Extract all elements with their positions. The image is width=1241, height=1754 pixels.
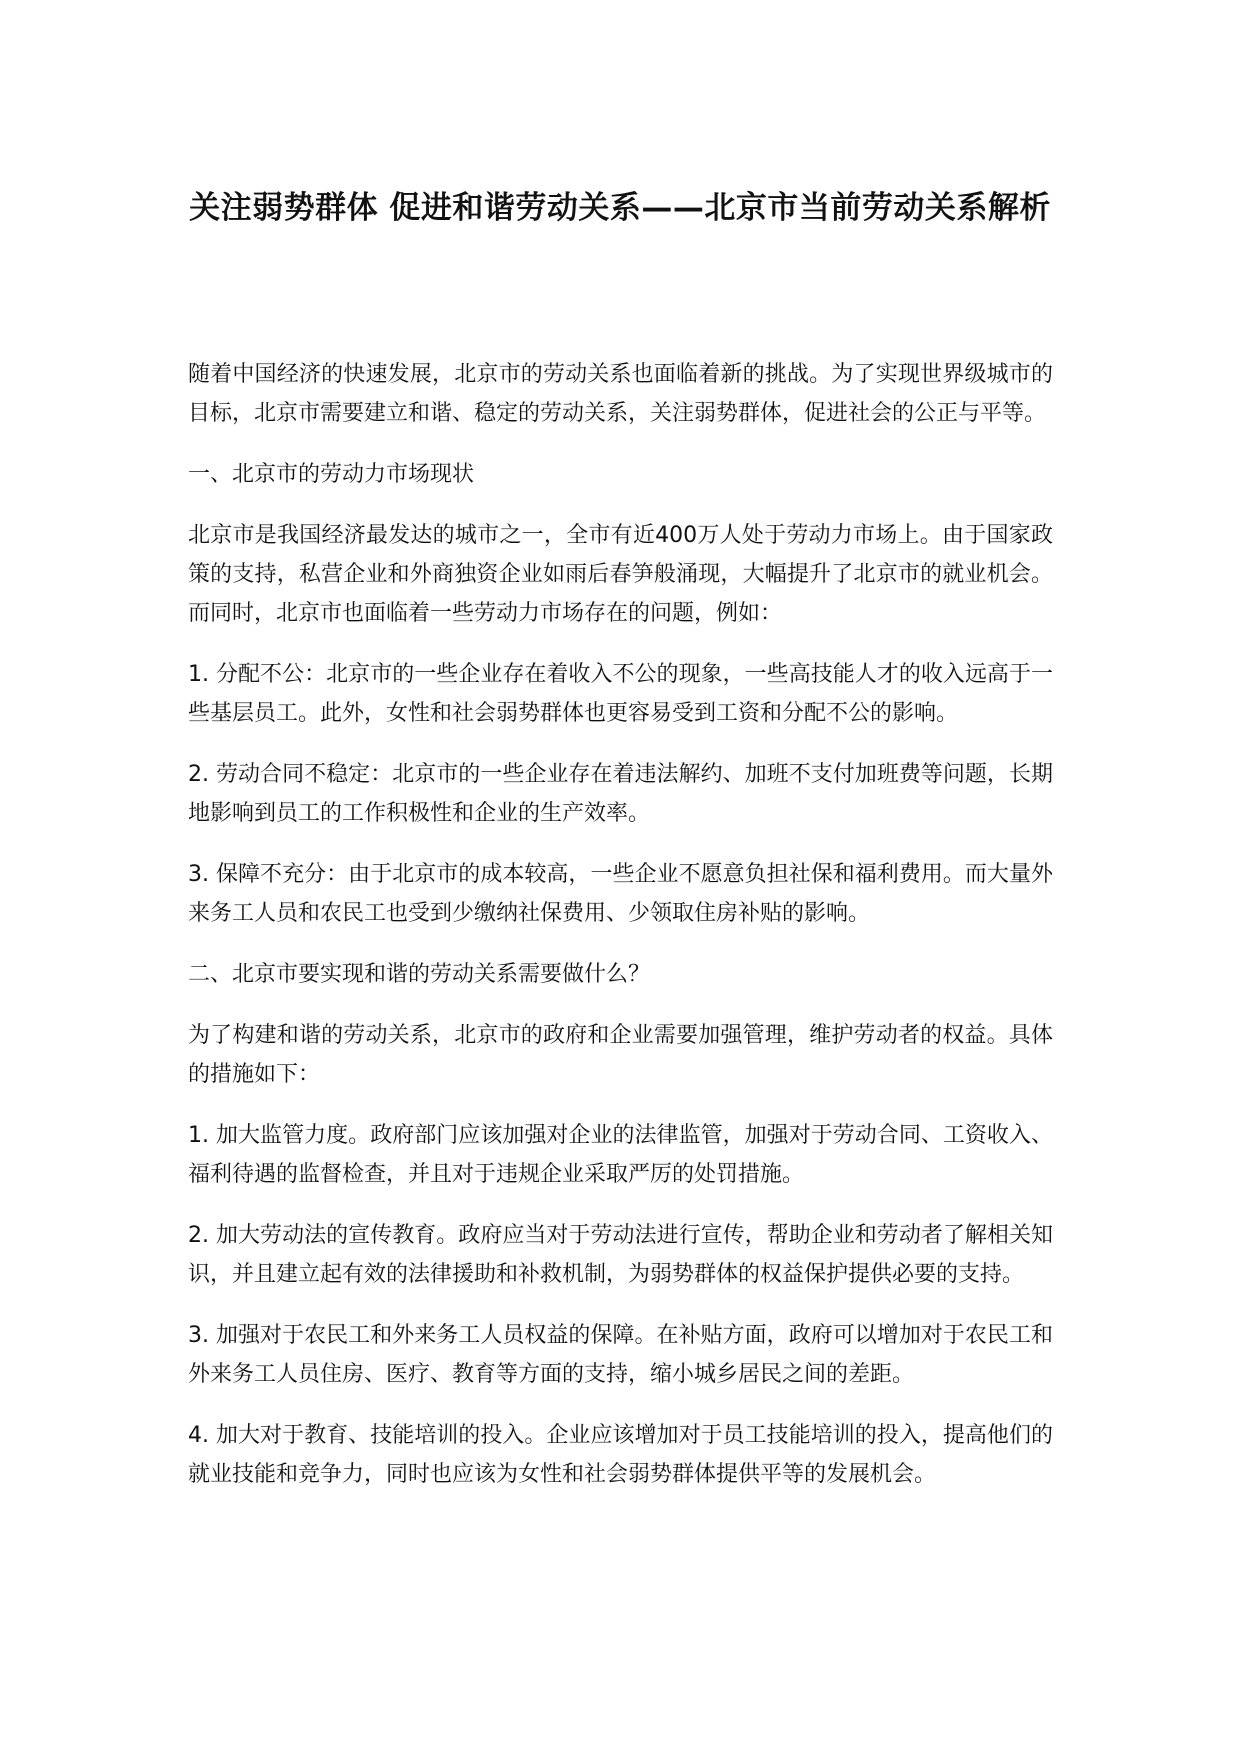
section-heading-2: 二、北京市要实现和谐的劳动关系需要做什么？ bbox=[188, 962, 651, 987]
section-2-paragraph: 为了构建和谐的劳动关系，北京市的政府和企业需要加强管理，维护劳动者的权益。具体的措施如下： bbox=[188, 1023, 1053, 1087]
document-body bbox=[188, 355, 1053, 1516]
section-2-item-2: 2. 加大劳动法的宣传教育。政府应当对于劳动法进行宣传，帮助企业和劳动者了解相关知识，并且建立起有效的法律援助和补救机制，为弱势群体的权益保护提供必要的支持。 bbox=[188, 1223, 1053, 1287]
section-heading-1: 一、北京市的劳动力市场现状 bbox=[188, 462, 475, 487]
section-2-item-4: 4. 加大对于教育、技能培训的投入。企业应该增加对于员工技能培训的投入，提高他们的就业技能和竞争力，同时也应该为女性和社会弱势群体提供平等的发展机会。 bbox=[188, 1423, 1053, 1487]
section-1-item-1: 1. 分配不公：北京市的一些企业存在着收入不公的现象，一些高技能人才的收入远高于一些基层员工。此外，女性和社会弱势群体也更容易受到工资和分配不公的影响。 bbox=[188, 662, 1053, 726]
section-2-item-1: 1. 加大监管力度。政府部门应该加强对企业的法律监管，加强对于劳动合同、工资收入、福利待遇的监督检查，并且对于违规企业采取严厉的处罚措施。 bbox=[188, 1123, 1053, 1187]
intro-paragraph: 随着中国经济的快速发展，北京市的劳动关系也面临着新的挑战。为了实现世界级城市的目标，北京市需要建立和谐、稳定的劳动关系，关注弱势群体，促进社会的公正与平等。 bbox=[188, 362, 1053, 426]
section-1-item-3: 3. 保障不充分：由于北京市的成本较高，一些企业不愿意负担社保和福利费用。而大量外来务工人员和农民工也受到少缴纳社保费用、少领取住房补贴的影响。 bbox=[188, 862, 1053, 926]
section-2-item-3: 3. 加强对于农民工和外来务工人员权益的保障。在补贴方面，政府可以增加对于农民工和外来务工人员住房、医疗、教育等方面的支持，缩小城乡居民之间的差距。 bbox=[188, 1323, 1053, 1387]
section-1-item-2: 2. 劳动合同不稳定：北京市的一些企业存在着违法解约、加班不支付加班费等问题，长期地影响到员工的工作积极性和企业的生产效率。 bbox=[188, 762, 1053, 826]
section-1-paragraph: 北京市是我国经济最发达的城市之一，全市有近400万人处于劳动力市场上。由于国家政策的支持，私营企业和外商独资企业如雨后春笋般涌现，大幅提升了北京市的就业机会。而同时，北京市也面临着一些劳动力市场存在的问题，例如： bbox=[188, 523, 1053, 626]
document-title: 关注弱势群体 促进和谐劳动关系——北京市当前劳动关系解析 bbox=[189, 190, 1051, 226]
